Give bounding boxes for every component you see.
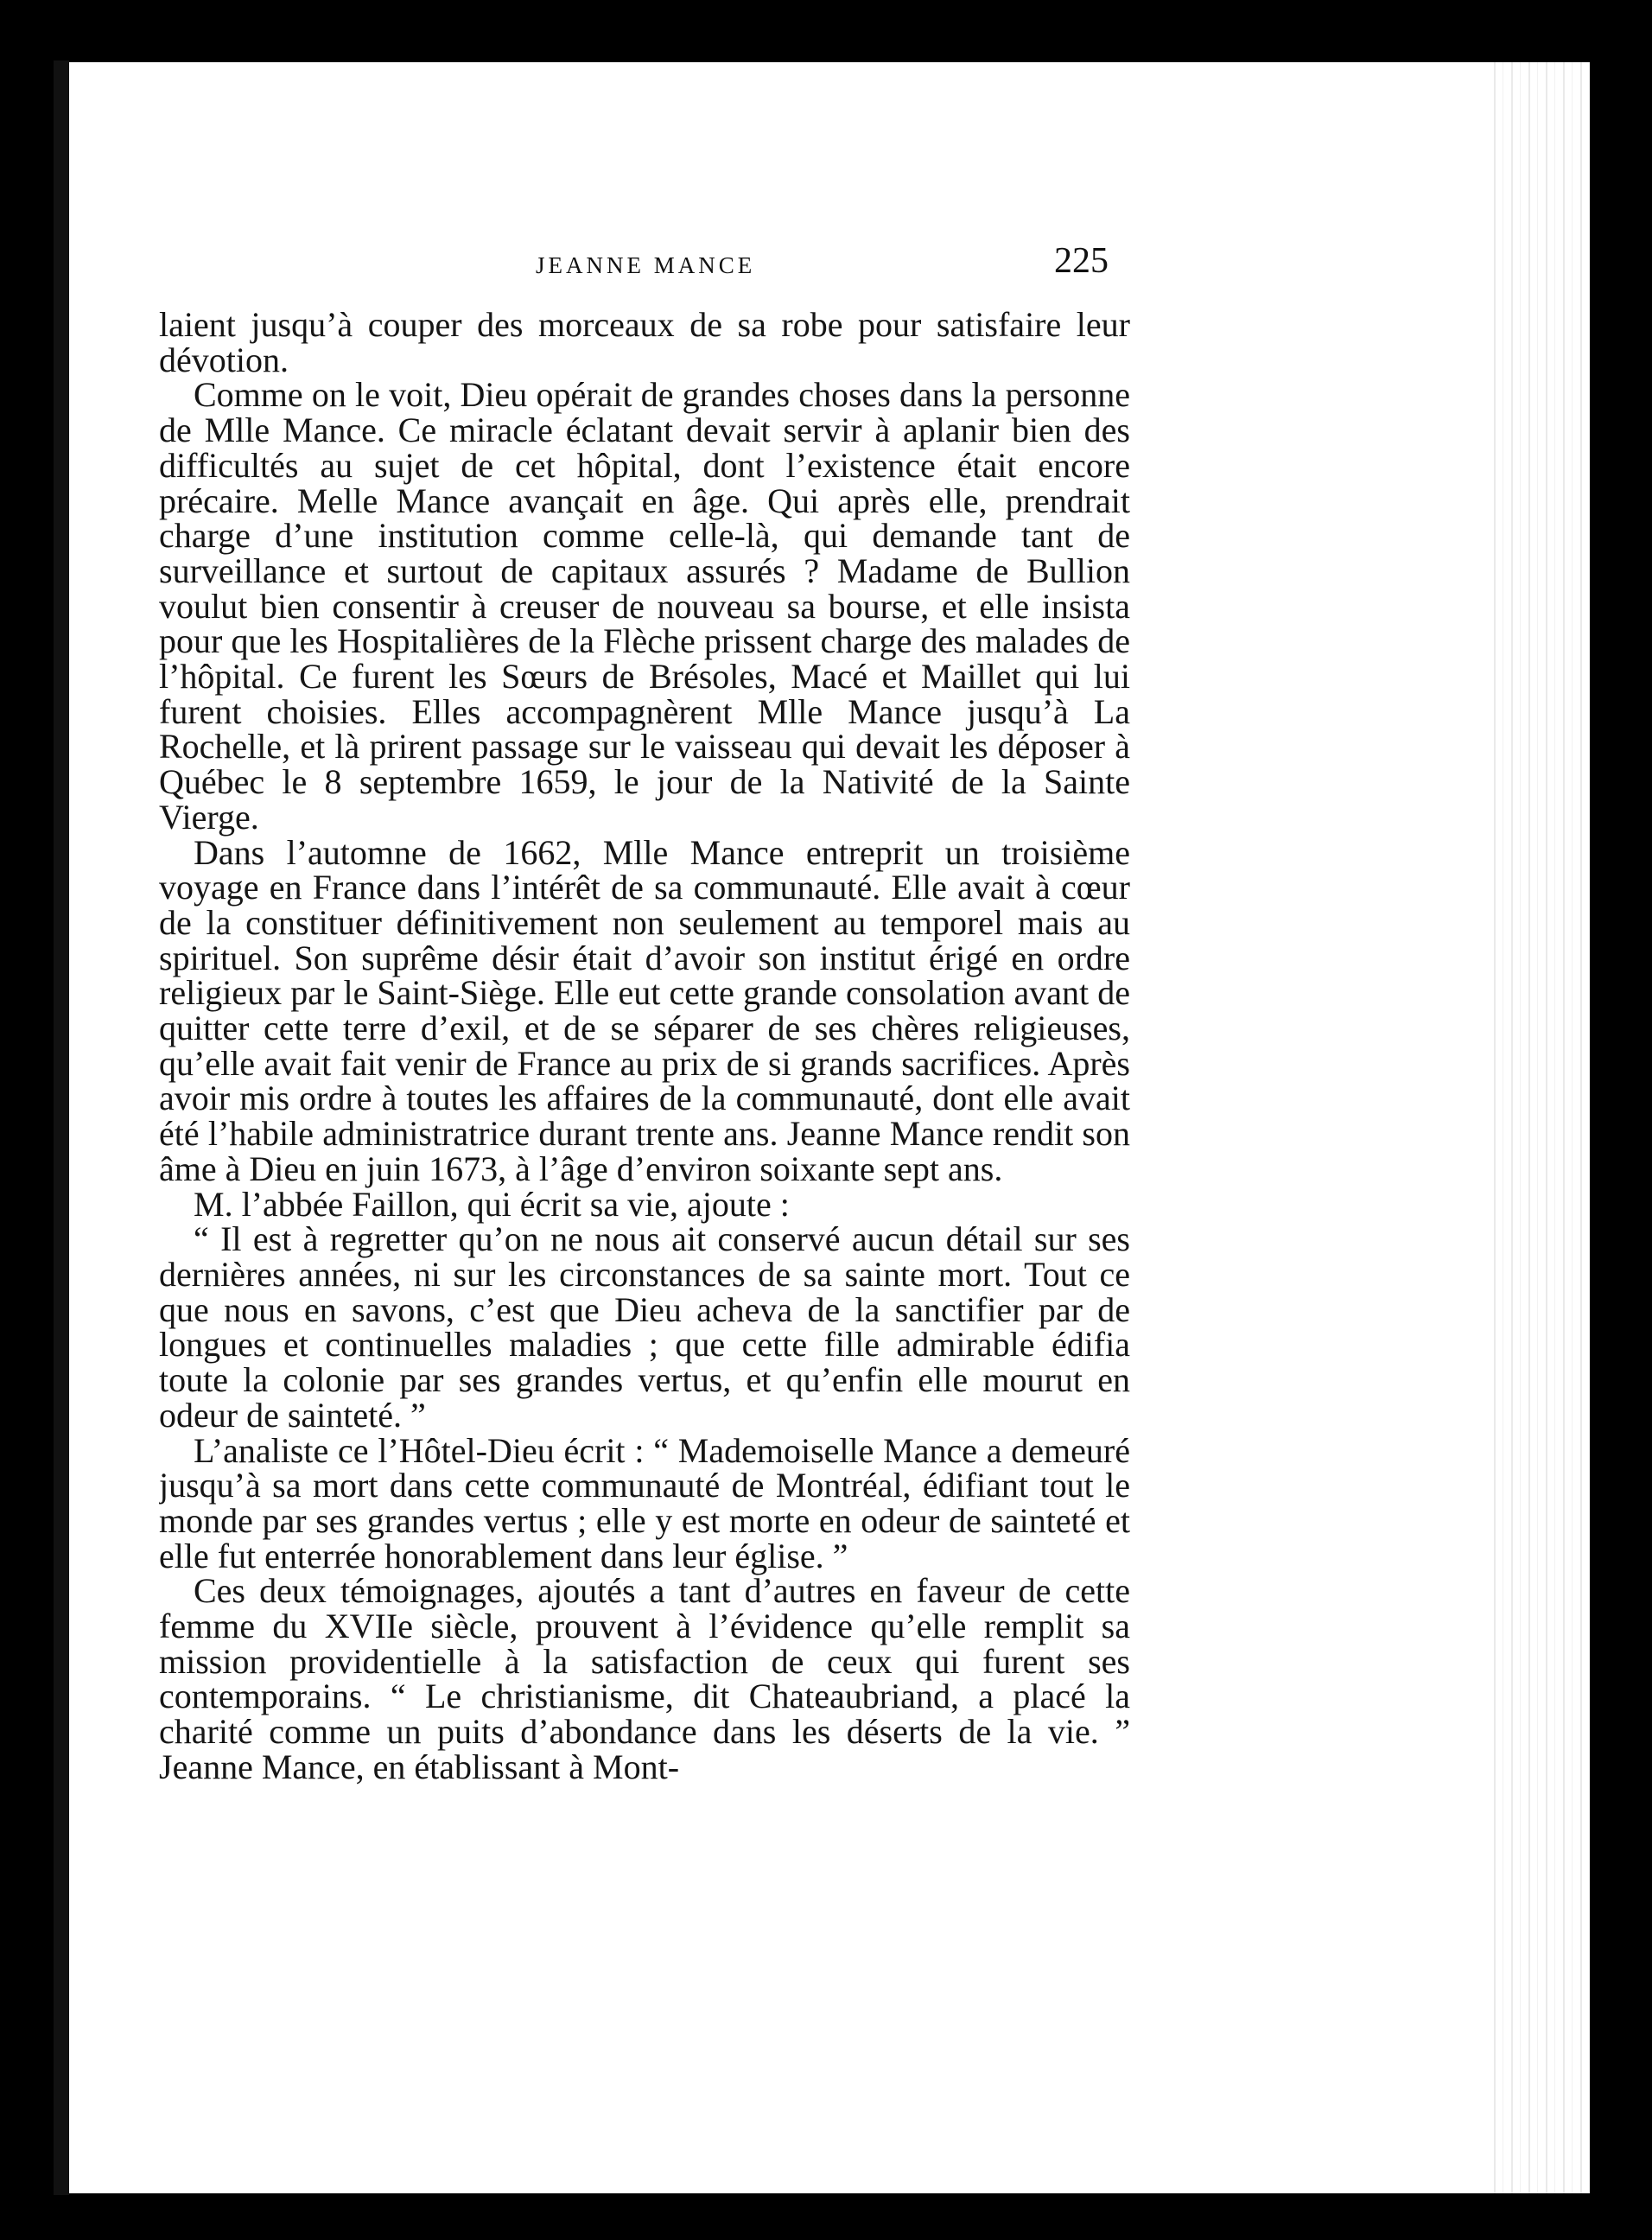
paragraph-third-voyage: Dans l’automne de 1662, Mlle Mance entreprit un troisième voyage en France dans l’intérêt de sa communauté. Elle avait à cœur de la constituer définitivement non seulement au temporel mais au spirituel. Son suprême désir était d’avoir son institut érigé en ordre religieux par le Saint-Siège. Elle eut cette grande consolation avant de quitter cette terre d’exil, et de se séparer de ses chères religieuses, qu’elle avait fait venir de France au prix de si grands sacrifices. Après avoir mis ordre à toutes les affaires de la communauté, dont elle avait été l’habile administratrice durant trente ans. Jeanne Mance rendit son âme à Dieu en juin 1673, à l’âge d’environ soixante sept ans. [159, 832, 1130, 1188]
paragraph-faillon-quote: “ Il est à regretter qu’on ne nous ait conservé aucun détail sur ses dernières années, ni sur les circonstances de sa sainte mort. Tout ce que nous en savons, c’est que Dieu acheva de la sanctifier par de longues et continuelles maladies ; que cette fille admirable édifia toute la colonie par ses grandes vertus, et qu’enfin elle mourut en odeur de sainteté. ” [159, 1219, 1130, 1435]
running-head: JEANNE MANCE [536, 252, 756, 278]
book-spine-shadow [54, 60, 69, 2195]
page-header [156, 240, 1192, 292]
body-text [159, 308, 1130, 2027]
paragraph-faillon-intro: M. l’abbée Faillon, qui écrit sa vie, ajoute : [194, 1184, 790, 1224]
paragraph-testimonies: Ces deux témoignages, ajoutés a tant d’autres en faveur de cette femme du XVIIe siècle, prouvent à l’évidence qu’elle remplit sa mission providentielle à la satisfaction de ceux qui furent ses contemporains. “ Le christianisme, dit Chateaubriand, a placé la charité comme un puits d’abondance dans les déserts de la vie. ” Jeanne Mance, en établissant à Mont- [159, 1571, 1130, 1786]
paragraph-miracle: Comme on le voit, Dieu opérait de grandes choses dans la personne de Mlle Mance. Ce miracle éclatant devait servir à aplanir bien des difficultés au sujet de cet hôpital, dont l’existence était encore précaire. Melle Mance avançait en âge. Qui après elle, prendrait charge d’une institution comme celle-là, qui demande tant de surveillance et surtout de capitaux assurés ? Madame de Bullion voulut bien consentir à creuser de nouveau sa bourse, et elle insista pour que les Hospitalières de la Flèche prissent charge des malades de l’hôpital. Ce furent les Sœurs de Brésoles, Macé et Maillet qui lui furent choisies. Elles accompagnèrent Mlle Mance jusqu’à La Rochelle, et là prirent passage sur le vaisseau qui devait les déposer à Québec le 8 septembre 1659, le jour de la Nativité de la Sainte Vierge. [159, 375, 1130, 837]
paragraph-continuation: laient jusqu’à couper des morceaux de sa robe pour satisfaire leur dévotion. [159, 308, 1130, 379]
page-edges-stack [1486, 62, 1590, 2193]
page-number: 225 [1054, 241, 1109, 281]
paragraph-hotel-dieu-quote: L’analiste ce l’Hôtel-Dieu écrit : “ Mademoiselle Mance a demeuré jusqu’à sa mort dans cette communauté de Montréal, édifiant tout le monde par ses grandes vertus ; elle y est morte en odeur de sainteté et elle fut enterrée honorablement dans leur église. ” [159, 1430, 1130, 1575]
